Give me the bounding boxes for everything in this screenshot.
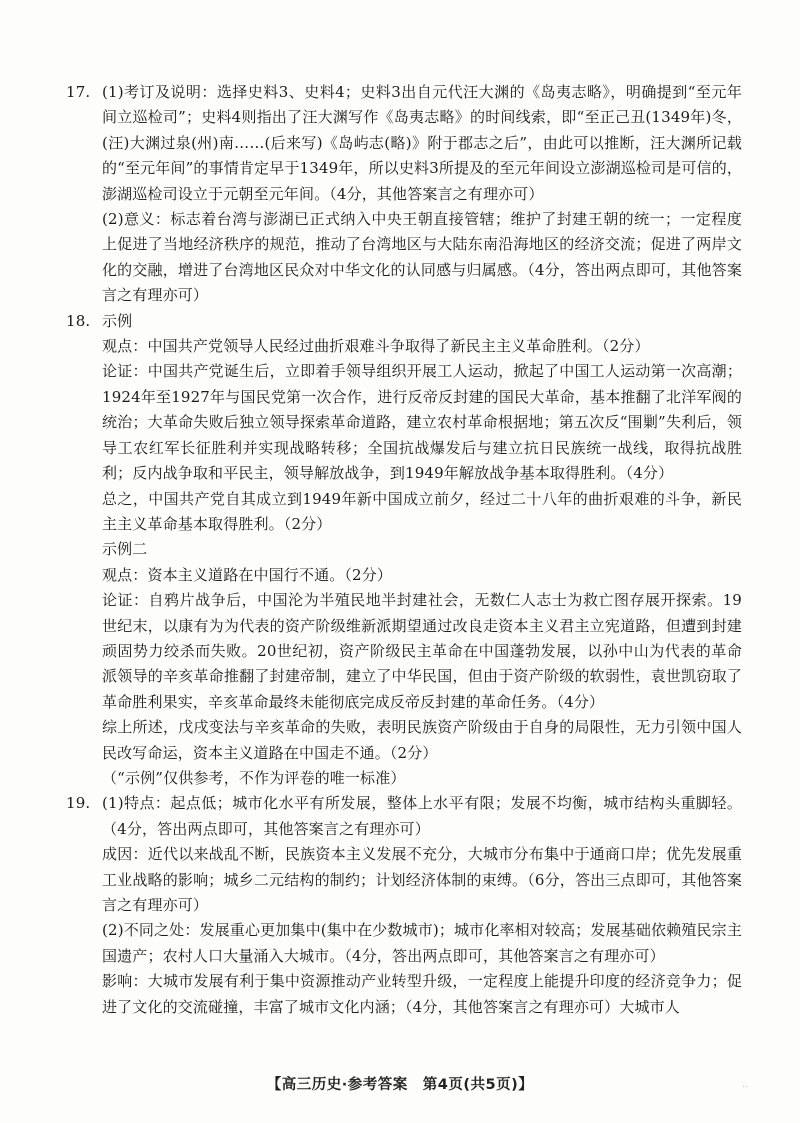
question-17 [66,80,742,309]
question-18-number: 18. [66,311,91,330]
q19-causes-paragraph: 成因：近代以来战乱不断，民族资本主义发展不充分，大城市分布集中于通商口岸；优先发展重工业战略的影响；城乡二元结构的制约；计划经济体制的束缚。（6分，答出三点即可，其他答案言之有理亦可） [102,845,742,914]
q18-example2-conclusion: 综上所述，戊戌变法与辛亥革命的失败，表明民族资产阶级由于自身的局限性，无力引领中国人民改写命运，资本主义道路在中国走不通。（2分） [102,718,742,762]
question-17-number: 17. [66,83,91,101]
q19-impact-paragraph: 影响：大城市发展有利于集中资源推动产业转型升级，一定程度上能提升印度的经济竞争力；促进了文化的交流碰撞，丰富了城市文化内涵；（4分，其他答案言之有理亦可）大城市人 [102,972,742,1016]
q18-example1-viewpoint: 观点：中国共产党领导人民经过曲折艰难斗争取得了新民主主义革命胜利。（2分） [102,337,650,356]
page-footer: 【高三历史·参考答案 第4页(共5页)】 [266,1077,534,1093]
q18-example2-heading: 示例二 [102,540,148,559]
question-18 [66,309,742,792]
q17-part2-paragraph: (2)意义：标志着台湾与澎湖已正式纳入中央王朝直接管辖；维护了封建王朝的统一；一定程度上促进了当地经济秩序的规范，推动了台湾地区与大陆东南沿海地区的经济交流；促进了两岸文化的交融，增进了台湾地区民众对中华文化的认同感与归属感。（4分，答出两点即可，其他答案言之有理亦可） [102,210,742,305]
q18-example2-argument: 论证：自鸦片战争后，中国沦为半殖民地半封建社会，无数仁人志士为救亡图存展开探索。19世纪末，以康有为为代表的资产阶级维新派期望通过改良走资本主义君主立宪道路，但遭到封建顽固势力绞杀而失败。20世纪初，资产阶级民主革命在中国蓬勃发展，以孙中山为代表的革命派领导的辛亥革命推翻了封建帝制，建立了中华民国，但由于资产阶级的软弱性，袁世凯窃取了革命胜利果实，辛亥革命最终未能彻底完成反帝反封建的革命任务。（4分） [102,591,742,711]
q18-example1-argument: 论证：中国共产党诞生后，立即着手领导组织开展工人运动，掀起了中国工人运动第一次高潮；1924年至1927年与国民党第一次合作，进行反帝反封建的国民大革命，基本推翻了北洋军阀的统治；大革命失败后独立领导探索革命道路，建立农村革命根据地；第五次反“围剿”失利后，领导工农红军长征胜利并实现战略转移；全国抗战爆发后与建立抗日民族统一战线，取得抗战胜利；反内战争取和平民主，领导解放战争，到1949年解放战争基本取得胜利。（4分） [102,362,742,483]
q18-grading-note: （“示例”仅供参考，不作为评卷的唯一标准） [102,768,406,787]
question-19 [66,791,742,1020]
question-19-number: 19. [66,794,91,813]
q18-example2-viewpoint: 观点：资本主义道路在中国行不通。（2分） [102,565,393,584]
corner-mark: .. [742,1080,748,1090]
answer-content [66,80,742,1020]
q19-differences-paragraph: (2)不同之处：发展重心更加集中(集中在少数城市)；城市化率相对较高；发展基础依赖殖民宗主国遗产；农村人口大量涌入大城市。（4分，答出两点即可，其他答案言之有理亦可） [102,921,742,965]
q18-example-heading: 示例 [102,311,133,330]
q18-example1-conclusion: 总之，中国共产党自其成立到1949年新中国成立前夕，经过二十八年的曲折艰难的斗争，新民主主义革命基本取得胜利。（2分） [102,489,742,533]
q19-features-paragraph: (1)特点：起点低；城市化水平有所发展，整体上水平有限；发展不均衡，城市结构头重脚轻。（4分，答出两点即可，其他答案言之有理亦可） [102,794,742,838]
q17-part1-paragraph: (1)考订及说明：选择史料3、史料4；史料3出自元代汪大渊的《岛夷志略》，明确提到“至元年间立巡检司”；史料4则指出了汪大渊写作《岛夷志略》的时间线索，即“至正己丑(1349年)冬，(汪)大渊过泉(州)南……(后来写)《岛屿志(略)》附于郡志之后”，由此可以推断，汪大渊所记载的“至元年间”的事情肯定早于1349年，所以史料3所提及的至元年间设立澎湖巡检司是可信的，澎湖巡检司设立于元朝至元年间。（4分，其他答案言之有理亦可） [102,83,742,203]
